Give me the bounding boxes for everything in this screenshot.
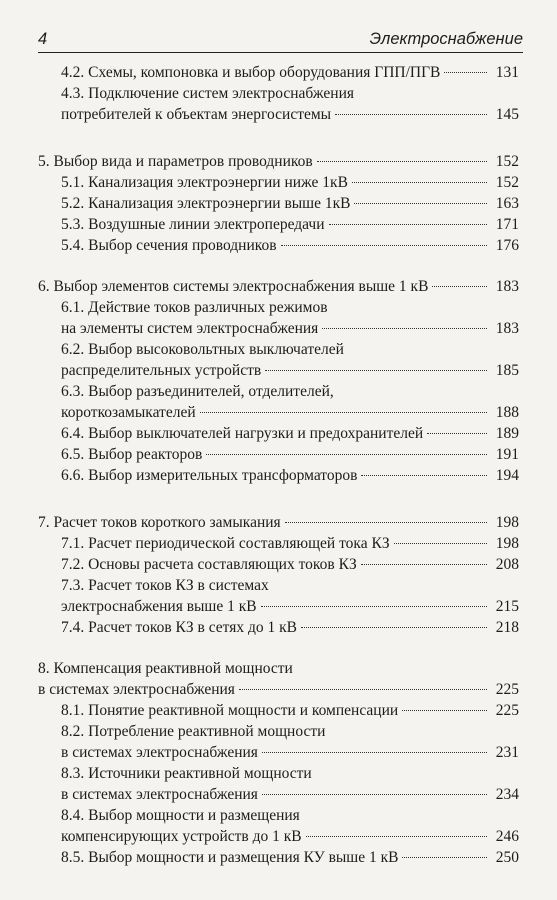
toc-subentry <box>38 172 519 193</box>
toc-subentry <box>38 62 519 83</box>
toc-entry-title: в системах электроснабжения <box>38 681 235 698</box>
toc-entry-title: на элементы систем электроснабжения <box>61 320 319 337</box>
toc-entry-title: 8.3. Источники реактивной мощности <box>61 765 312 782</box>
toc-entry-title: 6.6. Выбор измерительных трансформаторов <box>61 467 358 484</box>
toc-entry-title: 8.4. Выбор мощности и размещения <box>61 807 300 824</box>
toc-entry-title: 6.3. Выбор разъединителей, отделителей, <box>61 383 334 400</box>
toc-page-number: 234 <box>495 786 519 803</box>
dot-leader <box>402 857 487 858</box>
toc-entry-title: 7.4. Расчет токов КЗ в сетях до 1 кВ <box>61 619 297 636</box>
toc-subentry <box>38 700 519 721</box>
dot-leader <box>285 522 487 523</box>
toc-section <box>38 151 519 256</box>
toc-subentry <box>38 847 519 868</box>
toc-page-number: 250 <box>495 849 519 866</box>
toc-section <box>38 62 519 125</box>
dot-leader <box>354 203 487 204</box>
toc-page-number: 163 <box>495 195 519 212</box>
toc-entry-title: в системах электроснабжения <box>61 786 258 803</box>
toc-entry-title: 5. Выбор вида и параметров проводников <box>38 153 313 170</box>
toc-entry-title: 5.2. Канализация электроэнергии выше 1кВ <box>61 195 351 212</box>
toc-subentry <box>38 444 519 465</box>
toc-section <box>38 658 519 868</box>
toc-subentry <box>38 617 519 638</box>
toc-page-number: 183 <box>495 320 519 337</box>
dot-leader <box>317 161 487 162</box>
toc-entry-title: компенсирующих устройств до 1 кВ <box>61 828 302 845</box>
toc-section <box>38 276 519 486</box>
toc-chapter-entry <box>38 151 519 172</box>
toc-entry-title: потребителей к объектам энергосистемы <box>61 106 332 123</box>
toc-entry-title: 4.2. Схемы, компоновка и выбор оборудования ГПП/ПГВ <box>61 64 441 81</box>
toc-subentry <box>38 193 519 214</box>
toc-page-number: 208 <box>495 556 519 573</box>
toc-entry-title: 7.2. Основы расчета составляющих токов КЗ <box>61 556 357 573</box>
toc-entry-title: 6.5. Выбор реакторов <box>61 446 203 463</box>
toc-page-number: 191 <box>495 446 519 463</box>
toc-subentry <box>38 339 519 381</box>
dot-leader <box>262 752 487 753</box>
page-number: 4 <box>38 30 48 48</box>
toc-chapter-entry <box>38 658 519 700</box>
toc-page-number: 171 <box>495 216 519 233</box>
toc-page-number: 152 <box>495 153 519 170</box>
dot-leader <box>394 543 487 544</box>
toc-subentry <box>38 214 519 235</box>
toc-page-number: 225 <box>495 702 519 719</box>
toc-subentry <box>38 554 519 575</box>
toc-entry-title: 8.5. Выбор мощности и размещения КУ выше 1 кВ <box>61 849 399 866</box>
toc-chapter-entry <box>38 512 519 533</box>
toc-entry-title: 5.3. Воздушные линии электропередачи <box>61 216 325 233</box>
toc-subentry <box>38 297 519 339</box>
toc-chapter-entry <box>38 276 519 297</box>
toc-page-number: 185 <box>495 362 519 379</box>
toc-page-number: 198 <box>495 514 519 531</box>
toc-entry-title: электроснабжения выше 1 кВ <box>61 598 257 615</box>
toc-subentry <box>38 235 519 256</box>
toc-entry-title: 7.3. Расчет токов КЗ в системах <box>61 577 269 594</box>
dot-leader <box>444 72 487 73</box>
toc-entry-title: распределительных устройств <box>61 362 262 379</box>
dot-leader <box>265 370 487 371</box>
toc-entry-title: 6.1. Действие токов различных режимов <box>61 299 328 316</box>
dot-leader <box>281 245 487 246</box>
toc-page-number: 218 <box>495 619 519 636</box>
dot-leader <box>239 689 487 690</box>
toc-subentry <box>38 763 519 805</box>
toc-section <box>38 512 519 638</box>
toc-entry-title: 6.4. Выбор выключателей нагрузки и предохранителей <box>61 425 424 442</box>
table-of-contents <box>38 62 519 888</box>
dot-leader <box>432 286 487 287</box>
toc-entry-title: 7.1. Расчет периодической составляющей тока КЗ <box>61 535 390 552</box>
toc-subentry <box>38 423 519 444</box>
dot-leader <box>306 836 487 837</box>
toc-page-number: 198 <box>495 535 519 552</box>
dot-leader <box>262 794 487 795</box>
toc-entry-title: 5.1. Канализация электроэнергии ниже 1кВ <box>61 174 348 191</box>
dot-leader <box>206 454 487 455</box>
toc-entry-title: 8.2. Потребление реактивной мощности <box>61 723 326 740</box>
page-header <box>38 28 523 53</box>
toc-subentry <box>38 381 519 423</box>
dot-leader <box>402 710 487 711</box>
toc-page-number: 145 <box>495 106 519 123</box>
dot-leader <box>301 627 487 628</box>
toc-page-number: 176 <box>495 237 519 254</box>
toc-page-number: 194 <box>495 467 519 484</box>
dot-leader <box>335 114 487 115</box>
running-title: Электроснабжение <box>369 30 523 48</box>
dot-leader <box>329 224 488 225</box>
toc-page-number: 231 <box>495 744 519 761</box>
toc-entry-title: 6. Выбор элементов системы электроснабжения выше 1 кВ <box>38 278 429 295</box>
toc-entry-title: короткозамыкателей <box>61 404 196 421</box>
dot-leader <box>322 328 487 329</box>
toc-page-number: 225 <box>495 681 519 698</box>
toc-subentry <box>38 83 519 125</box>
toc-page-number: 215 <box>495 598 519 615</box>
dot-leader <box>427 433 487 434</box>
toc-entry-title: 4.3. Подключение систем электроснабжения <box>61 85 354 102</box>
toc-page-number: 152 <box>495 174 519 191</box>
toc-page-number: 189 <box>495 425 519 442</box>
toc-subentry <box>38 575 519 617</box>
toc-entry-title: 6.2. Выбор высоковольтных выключателей <box>61 341 344 358</box>
toc-page-number: 183 <box>495 278 519 295</box>
toc-entry-title: 5.4. Выбор сечения проводников <box>61 237 277 254</box>
toc-subentry <box>38 533 519 554</box>
toc-subentry <box>38 721 519 763</box>
dot-leader <box>261 606 487 607</box>
dot-leader <box>361 564 487 565</box>
toc-entry-title: 8.1. Понятие реактивной мощности и компенсации <box>61 702 399 719</box>
toc-entry-title: 7. Расчет токов короткого замыкания <box>38 514 281 531</box>
toc-subentry <box>38 805 519 847</box>
toc-page-number: 188 <box>495 404 519 421</box>
dot-leader <box>200 412 487 413</box>
toc-subentry <box>38 465 519 486</box>
toc-entry-title: в системах электроснабжения <box>61 744 258 761</box>
dot-leader <box>352 182 487 183</box>
toc-page-number: 246 <box>495 828 519 845</box>
toc-page-number: 131 <box>495 64 519 81</box>
dot-leader <box>361 475 487 476</box>
toc-entry-title: 8. Компенсация реактивной мощности <box>38 660 293 677</box>
